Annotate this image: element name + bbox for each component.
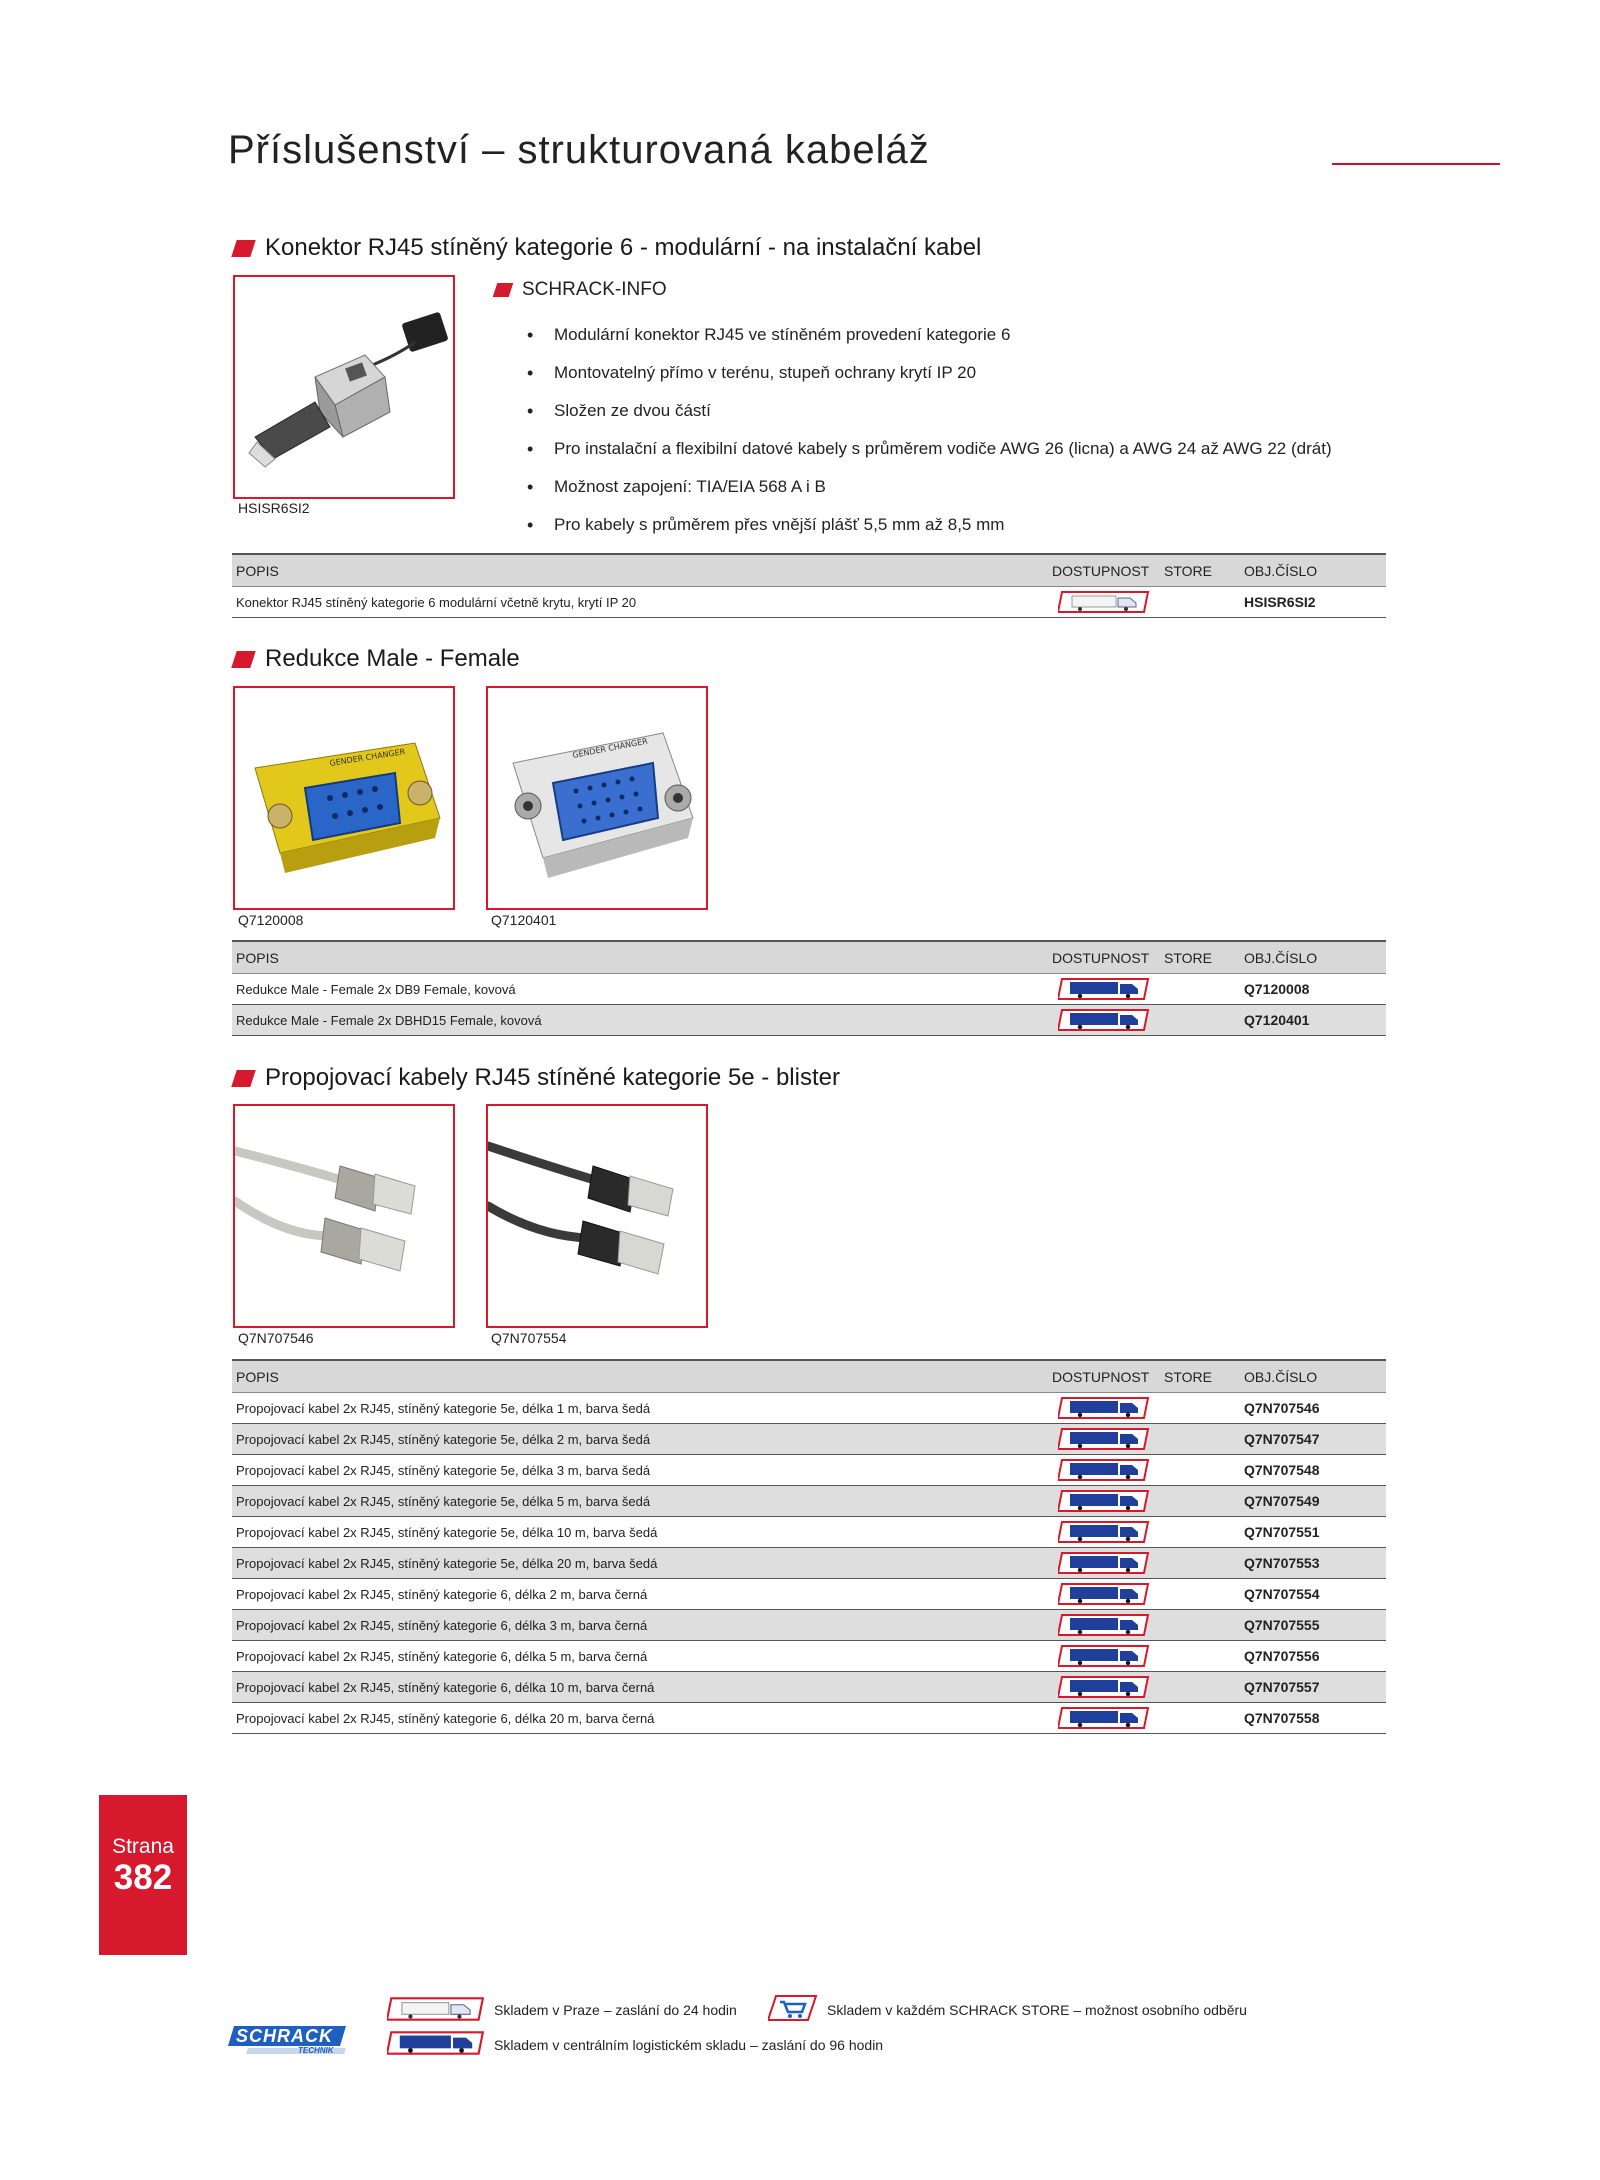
table-row <box>232 1703 1386 1734</box>
table-row <box>232 1610 1386 1641</box>
page-number: 382 <box>113 1858 173 1897</box>
blue-truck-icon <box>1058 1554 1150 1569</box>
white-truck-icon <box>1058 593 1150 608</box>
page-label: Strana <box>112 1835 174 1858</box>
blue-truck-icon <box>1058 1399 1150 1414</box>
store-cell <box>1160 1641 1240 1672</box>
col-header-store: STORE <box>1160 554 1240 587</box>
col-header-popis: POPIS <box>232 554 1048 587</box>
product-table-section1 <box>232 553 1386 618</box>
store-cell <box>1160 1486 1240 1517</box>
availability-cell <box>1048 1424 1160 1455</box>
row-popis: Propojovací kabel 2x RJ45, stíněný kategorie 6, délka 3 m, barva černá <box>232 1610 1048 1641</box>
store-cell <box>1160 1548 1240 1579</box>
order-number-link[interactable]: Q7N707548 <box>1240 1455 1386 1486</box>
image-code: HSISR6SI2 <box>238 500 310 516</box>
feature-list <box>527 316 1332 544</box>
row-popis: Propojovací kabel 2x RJ45, stíněný kategorie 5e, délka 20 m, barva šedá <box>232 1548 1048 1579</box>
red-square-icon <box>231 651 256 668</box>
row-popis: Propojovací kabel 2x RJ45, stíněný kategorie 6, délka 10 m, barva černá <box>232 1672 1048 1703</box>
logo-text: SCHRACK <box>236 2026 333 2046</box>
feature-item: • Montovatelný přímo v terénu, stupeň ochrany krytí IP 20 <box>527 354 1332 392</box>
order-number-link[interactable]: HSISR6SI2 <box>1240 587 1386 618</box>
row-popis: Propojovací kabel 2x RJ45, stíněný kategorie 6, délka 20 m, barva černá <box>232 1703 1048 1734</box>
logo-sub: TECHNIK <box>298 2046 334 2055</box>
availability-cell <box>1048 974 1160 1005</box>
availability-cell <box>1048 1672 1160 1703</box>
row-popis: Propojovací kabel 2x RJ45, stíněný kategorie 5e, délka 2 m, barva šedá <box>232 1424 1048 1455</box>
red-square-icon <box>231 1070 256 1087</box>
order-number-link[interactable]: Q7N707554 <box>1240 1579 1386 1610</box>
store-cell <box>1160 1005 1240 1036</box>
store-cell <box>1160 1455 1240 1486</box>
svg-text:GENDER CHANGER: GENDER CHANGER <box>328 747 406 768</box>
col-header-store: STORE <box>1160 941 1240 974</box>
legend-store: Skladem v každém SCHRACK STORE – možnost osobního odběru <box>827 2002 1247 2018</box>
table-row <box>232 1455 1386 1486</box>
availability-cell <box>1048 1486 1160 1517</box>
table-row <box>232 587 1386 618</box>
table-row <box>232 1672 1386 1703</box>
feature-item: • Složen ze dvou částí <box>527 392 1332 430</box>
row-popis: Redukce Male - Female 2x DB9 Female, kovová <box>232 974 1048 1005</box>
order-number-link[interactable]: Q7N707555 <box>1240 1610 1386 1641</box>
row-popis: Redukce Male - Female 2x DBHD15 Female, kovová <box>232 1005 1048 1036</box>
legend-central: Skladem v centrálním logistickém skladu – zaslání do 96 hodin <box>494 2037 884 2053</box>
blue-truck-icon <box>1058 1647 1150 1662</box>
order-number-link[interactable]: Q7120401 <box>1240 1005 1386 1036</box>
legend-cart-icon <box>768 1994 818 2027</box>
col-header-dostupnost: DOSTUPNOST <box>1048 941 1160 974</box>
row-popis: Propojovací kabel 2x RJ45, stíněný kategorie 5e, délka 5 m, barva šedá <box>232 1486 1048 1517</box>
product-table-section3 <box>232 1359 1386 1734</box>
blue-truck-icon <box>1058 1461 1150 1476</box>
availability-cell <box>1048 587 1160 618</box>
product-table-section2 <box>232 940 1386 1036</box>
red-square-icon <box>231 240 256 257</box>
table-row <box>232 1005 1386 1036</box>
schrack-logo <box>228 2022 348 2058</box>
col-header-dostupnost: DOSTUPNOST <box>1048 1360 1160 1393</box>
section-title-patch-cables <box>234 1064 840 1092</box>
availability-cell <box>1048 1393 1160 1424</box>
table-row <box>232 1486 1386 1517</box>
order-number-link[interactable]: Q7N707551 <box>1240 1517 1386 1548</box>
blue-truck-icon <box>1058 1585 1150 1600</box>
table-row <box>232 1641 1386 1672</box>
store-cell <box>1160 1393 1240 1424</box>
product-image-q7n707554[interactable] <box>486 1104 708 1328</box>
table-row <box>232 1393 1386 1424</box>
section-title-text: Redukce Male - Female <box>265 645 520 672</box>
section-title-rj45-connector <box>234 234 981 262</box>
image-code: Q7N707554 <box>491 1330 567 1346</box>
feature-item: • Pro instalační a flexibilní datové kabely s průměrem vodiče AWG 26 (licna) a AWG 24 až AWG 22 (drát) <box>527 430 1332 468</box>
store-cell <box>1160 1610 1240 1641</box>
blue-truck-icon <box>1058 1678 1150 1693</box>
feature-item: • Modulární konektor RJ45 ve stíněném provedení kategorie 6 <box>527 316 1332 354</box>
blue-truck-icon <box>1058 980 1150 995</box>
row-popis: Konektor RJ45 stíněný kategorie 6 modulární včetně krytu, krytí IP 20 <box>232 587 1048 618</box>
legend-praha: Skladem v Praze – zaslání do 24 hodin <box>494 2002 737 2018</box>
store-cell <box>1160 1579 1240 1610</box>
availability-cell <box>1048 1455 1160 1486</box>
availability-cell <box>1048 1641 1160 1672</box>
table-row <box>232 1424 1386 1455</box>
table-row <box>232 1548 1386 1579</box>
store-cell <box>1160 974 1240 1005</box>
section-title-text: Propojovací kabely RJ45 stíněné kategorie 5e - blister <box>265 1064 840 1091</box>
row-popis: Propojovací kabel 2x RJ45, stíněný kategorie 6, délka 5 m, barva černá <box>232 1641 1048 1672</box>
order-number-link[interactable]: Q7N707558 <box>1240 1703 1386 1734</box>
row-popis: Propojovací kabel 2x RJ45, stíněný kategorie 6, délka 2 m, barva černá <box>232 1579 1048 1610</box>
col-header-obj: OBJ.ČÍSLO <box>1240 554 1386 587</box>
store-cell <box>1160 587 1240 618</box>
availability-cell <box>1048 1579 1160 1610</box>
db9-adapter-icon <box>235 688 453 908</box>
store-cell <box>1160 1424 1240 1455</box>
title-rule <box>1332 163 1500 165</box>
col-header-popis: POPIS <box>232 1360 1048 1393</box>
rj45-connector-icon <box>235 277 453 497</box>
availability-cell <box>1048 1703 1160 1734</box>
store-cell <box>1160 1517 1240 1548</box>
section-title-text: Konektor RJ45 stíněný kategorie 6 - modulární - na instalační kabel <box>265 234 982 261</box>
order-number-link[interactable]: Q7N707557 <box>1240 1672 1386 1703</box>
table-row <box>232 1579 1386 1610</box>
row-popis: Propojovací kabel 2x RJ45, stíněný kategorie 5e, délka 10 m, barva šedá <box>232 1517 1048 1548</box>
blue-truck-icon <box>1058 1523 1150 1538</box>
store-cell <box>1160 1703 1240 1734</box>
image-code: Q7N707546 <box>238 1330 314 1346</box>
order-number-link[interactable]: Q7N707553 <box>1240 1548 1386 1579</box>
col-header-obj: OBJ.ČÍSLO <box>1240 1360 1386 1393</box>
product-image-q7120401[interactable] <box>486 686 708 910</box>
row-popis: Propojovací kabel 2x RJ45, stíněný kategorie 5e, délka 3 m, barva šedá <box>232 1455 1048 1486</box>
order-number-link[interactable]: Q7120008 <box>1240 974 1386 1005</box>
blue-truck-icon <box>1058 1709 1150 1724</box>
svg-text:GENDER CHANGER: GENDER CHANGER <box>571 736 649 760</box>
blue-truck-icon <box>1058 1011 1150 1026</box>
row-popis: Propojovací kabel 2x RJ45, stíněný kategorie 5e, délka 1 m, barva šedá <box>232 1393 1048 1424</box>
feature-item: • Možnost zapojení: TIA/EIA 568 A i B <box>527 468 1332 506</box>
order-number-link[interactable]: Q7N707556 <box>1240 1641 1386 1672</box>
legend-blue-truck-icon <box>387 2030 485 2056</box>
schrack-info-label: SCHRACK-INFO <box>522 279 667 300</box>
table-row <box>232 1517 1386 1548</box>
feature-item: • Pro kabely s průměrem přes vnější plášť 5,5 mm až 8,5 mm <box>527 506 1332 544</box>
blue-truck-icon <box>1058 1492 1150 1507</box>
red-square-icon <box>493 283 514 297</box>
availability-cell <box>1048 1610 1160 1641</box>
col-header-popis: POPIS <box>232 941 1048 974</box>
product-image-q7120008[interactable] <box>233 686 455 910</box>
schrack-info-heading <box>495 279 667 301</box>
col-header-obj: OBJ.ČÍSLO <box>1240 941 1386 974</box>
section-title-reducers <box>234 645 520 673</box>
blue-truck-icon <box>1058 1616 1150 1631</box>
dbhd15-adapter-icon <box>488 688 706 908</box>
image-code: Q7120008 <box>238 912 304 928</box>
order-number-link[interactable]: Q7N707547 <box>1240 1424 1386 1455</box>
col-header-dostupnost: DOSTUPNOST <box>1048 554 1160 587</box>
table-row <box>232 974 1386 1005</box>
availability-cell <box>1048 1517 1160 1548</box>
product-image-q7n707546[interactable] <box>233 1104 455 1328</box>
availability-cell <box>1048 1548 1160 1579</box>
order-number-link[interactable]: Q7N707546 <box>1240 1393 1386 1424</box>
order-number-link[interactable]: Q7N707549 <box>1240 1486 1386 1517</box>
store-cell <box>1160 1672 1240 1703</box>
grey-patch-cable-icon <box>235 1106 453 1326</box>
availability-cell <box>1048 1005 1160 1036</box>
black-patch-cable-icon <box>488 1106 706 1326</box>
blue-truck-icon <box>1058 1430 1150 1445</box>
legend-white-truck-icon <box>387 1996 485 2022</box>
col-header-store: STORE <box>1160 1360 1240 1393</box>
image-code: Q7120401 <box>491 912 557 928</box>
page-title: Příslušenství – strukturovaná kabeláž <box>228 128 930 172</box>
product-image-hsisr6si2[interactable] <box>233 275 455 499</box>
page-number-tab <box>99 1795 187 1955</box>
